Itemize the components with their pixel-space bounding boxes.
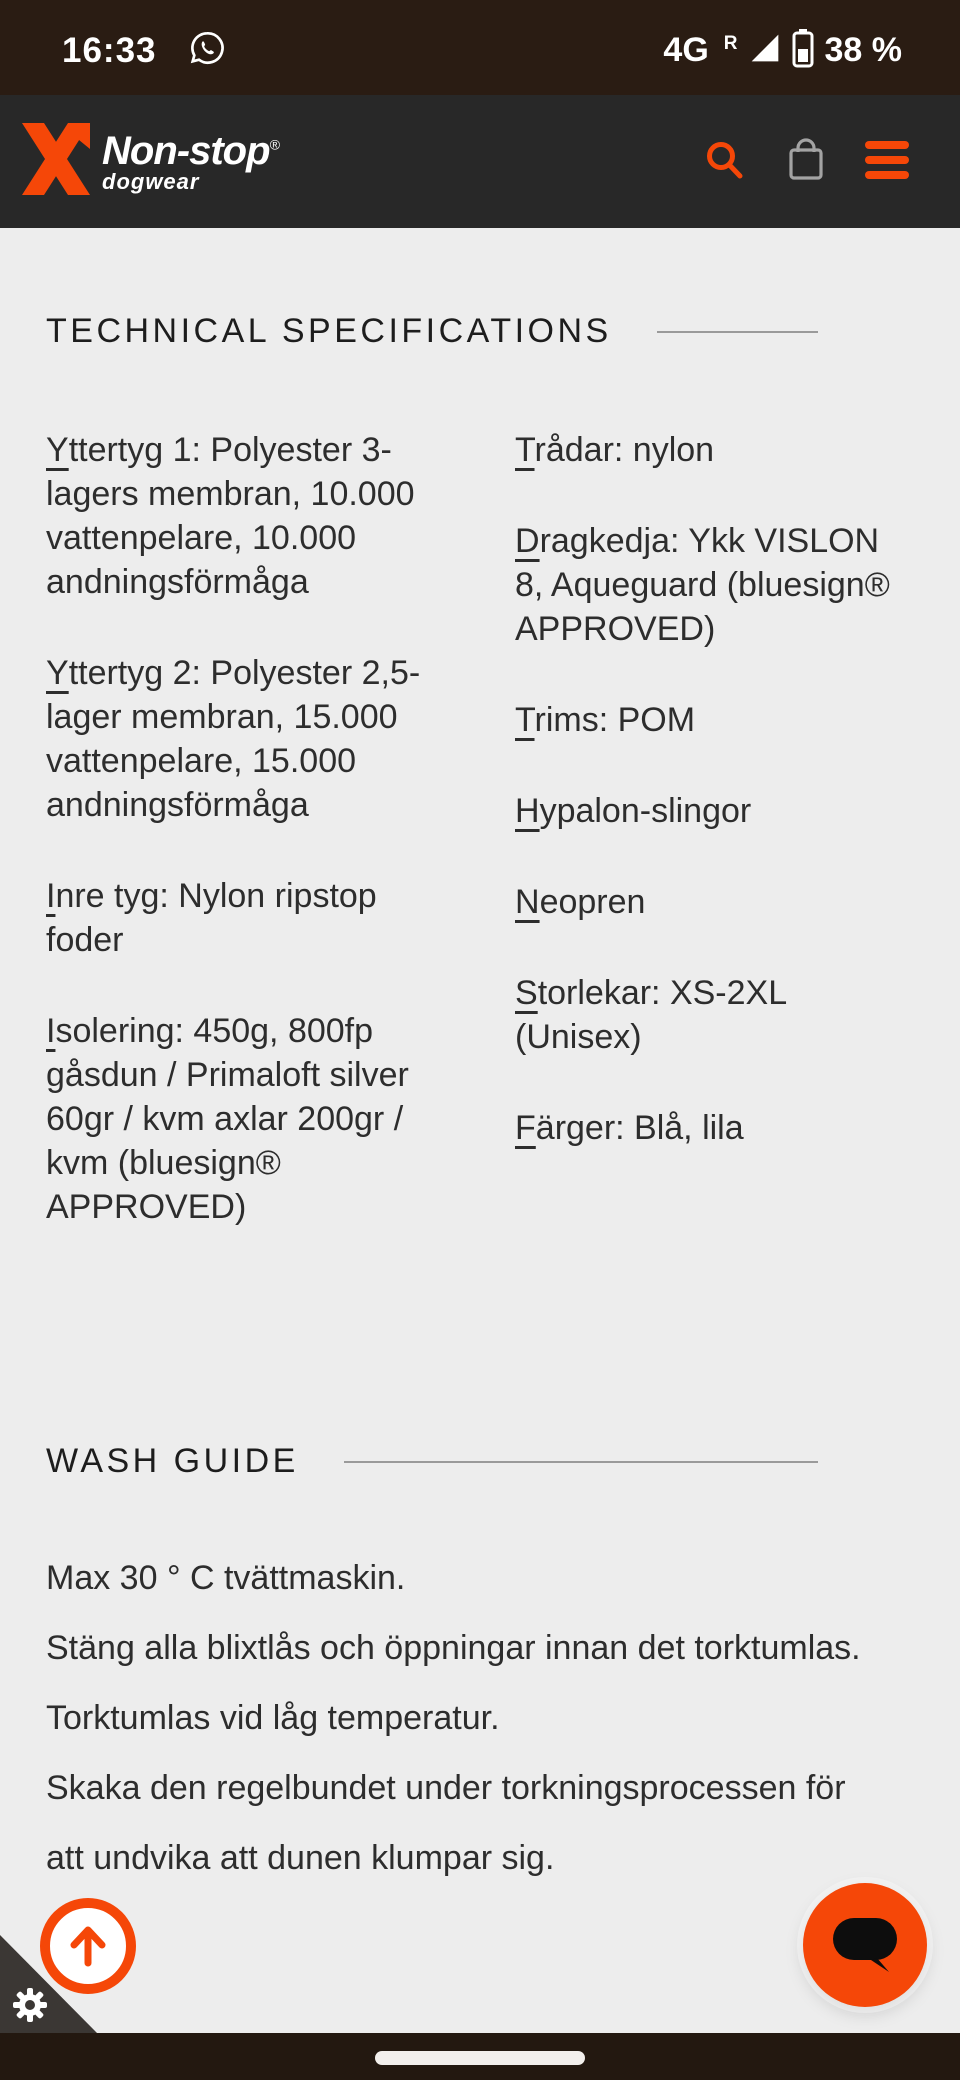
spec-initial: Y <box>46 431 69 469</box>
spec-item <box>515 698 914 742</box>
spec-text: ypalon-slingor <box>539 792 752 830</box>
spec-item <box>46 651 445 827</box>
spec-item <box>515 880 914 924</box>
network-type: 4G <box>663 31 709 69</box>
spec-initial: I <box>46 1012 56 1050</box>
spec-initial: I <box>46 877 56 915</box>
battery-icon <box>790 27 816 74</box>
spec-item <box>46 1009 445 1229</box>
spec-text: ärger: Blå, lila <box>535 1109 744 1147</box>
spec-initial: T <box>515 701 535 739</box>
header <box>0 95 960 228</box>
spec-text: rådar: nylon <box>534 431 715 469</box>
wash-line: Stäng alla blixtlås och öppningar innan det torktumlas. <box>46 1629 861 1667</box>
bottom-nav-bar <box>0 2033 960 2080</box>
home-indicator[interactable] <box>375 2051 585 2065</box>
spec-initial: Y <box>46 654 69 692</box>
spec-item <box>46 874 445 962</box>
spec-initial: N <box>515 883 540 921</box>
search-icon <box>700 172 748 187</box>
roaming-indicator: R <box>723 33 738 54</box>
hamburger-icon <box>864 169 910 184</box>
wash-line: Max 30 ° C tvättmaskin. <box>46 1559 406 1597</box>
status-bar <box>0 0 960 95</box>
spec-text: rims: POM <box>534 701 696 739</box>
spec-item <box>515 428 914 472</box>
nonstop-logo-icon <box>22 123 90 200</box>
spec-text: ttertyg 2: Polyester 2,5-lager membran, 15.000 vattenpelare, 15.000 andningsförmåga <box>46 654 421 824</box>
battery-percent: 38 % <box>824 31 902 69</box>
brand-trademark: ® <box>269 136 279 153</box>
spec-initial: T <box>515 431 535 469</box>
whatsapp-icon <box>187 28 227 73</box>
spec-initial: D <box>515 522 540 560</box>
title-rule <box>657 331 818 333</box>
chat-button[interactable] <box>803 1883 927 2007</box>
wash-guide-title: WASH GUIDE <box>46 1442 914 1481</box>
spec-item <box>46 428 445 604</box>
spec-initial: H <box>515 792 540 830</box>
spec-text: nre tyg: Nylon ripstop foder <box>46 877 377 959</box>
wash-guide-text <box>46 1543 891 1893</box>
arrow-up-icon <box>62 1919 114 1974</box>
clock: 16:33 <box>62 30 157 70</box>
spec-item <box>515 971 914 1059</box>
search-button[interactable] <box>700 136 748 187</box>
gear-icon <box>11 2012 49 2027</box>
bag-icon <box>784 172 828 187</box>
page-content <box>0 228 960 2033</box>
brand-name: Non-stop® <box>102 128 279 173</box>
battery-level <box>798 49 808 62</box>
spec-grid <box>46 428 914 1276</box>
brand-logo[interactable] <box>22 123 279 200</box>
wash-line: Skaka den regelbundet under torkningsprocessen för att undvika att dunen klumpar sig. <box>46 1769 846 1877</box>
spec-text: eopren <box>539 883 646 921</box>
brand-sub: dogwear <box>102 168 200 194</box>
spec-column-left <box>46 428 445 1276</box>
chat-bubble-icon <box>829 1912 901 1979</box>
scroll-to-top-button[interactable] <box>40 1898 136 1994</box>
spec-text: torlekar: XS-2XL (Unisex) <box>515 974 786 1056</box>
spec-initial: F <box>515 1109 536 1147</box>
spec-item <box>515 1106 914 1150</box>
spec-text: ragkedja: Ykk VISLON 8, Aqueguard (bluesign® APPROVED) <box>515 522 890 648</box>
spec-initial: S <box>515 974 538 1012</box>
spec-item <box>515 519 914 651</box>
cookie-settings-button[interactable] <box>11 1986 49 2027</box>
spec-text: solering: 450g, 800fp gåsdun / Primaloft silver 60gr / kvm axlar 200gr / kvm (bluesign® APPROVED) <box>46 1012 409 1226</box>
signal-icon <box>749 32 781 69</box>
menu-button[interactable] <box>864 139 910 184</box>
cart-button[interactable] <box>784 136 828 187</box>
spec-column-right <box>515 428 914 1276</box>
tech-specs-title: TECHNICAL SPECIFICATIONS <box>46 312 914 351</box>
spec-item <box>515 789 914 833</box>
wash-guide-section <box>46 1442 914 1893</box>
title-rule <box>344 1461 818 1463</box>
spec-text: ttertyg 1: Polyester 3-lagers membran, 10.000 vattenpelare, 10.000 andningsförmåga <box>46 431 415 601</box>
wash-line: Torktumlas vid låg temperatur. <box>46 1699 500 1737</box>
